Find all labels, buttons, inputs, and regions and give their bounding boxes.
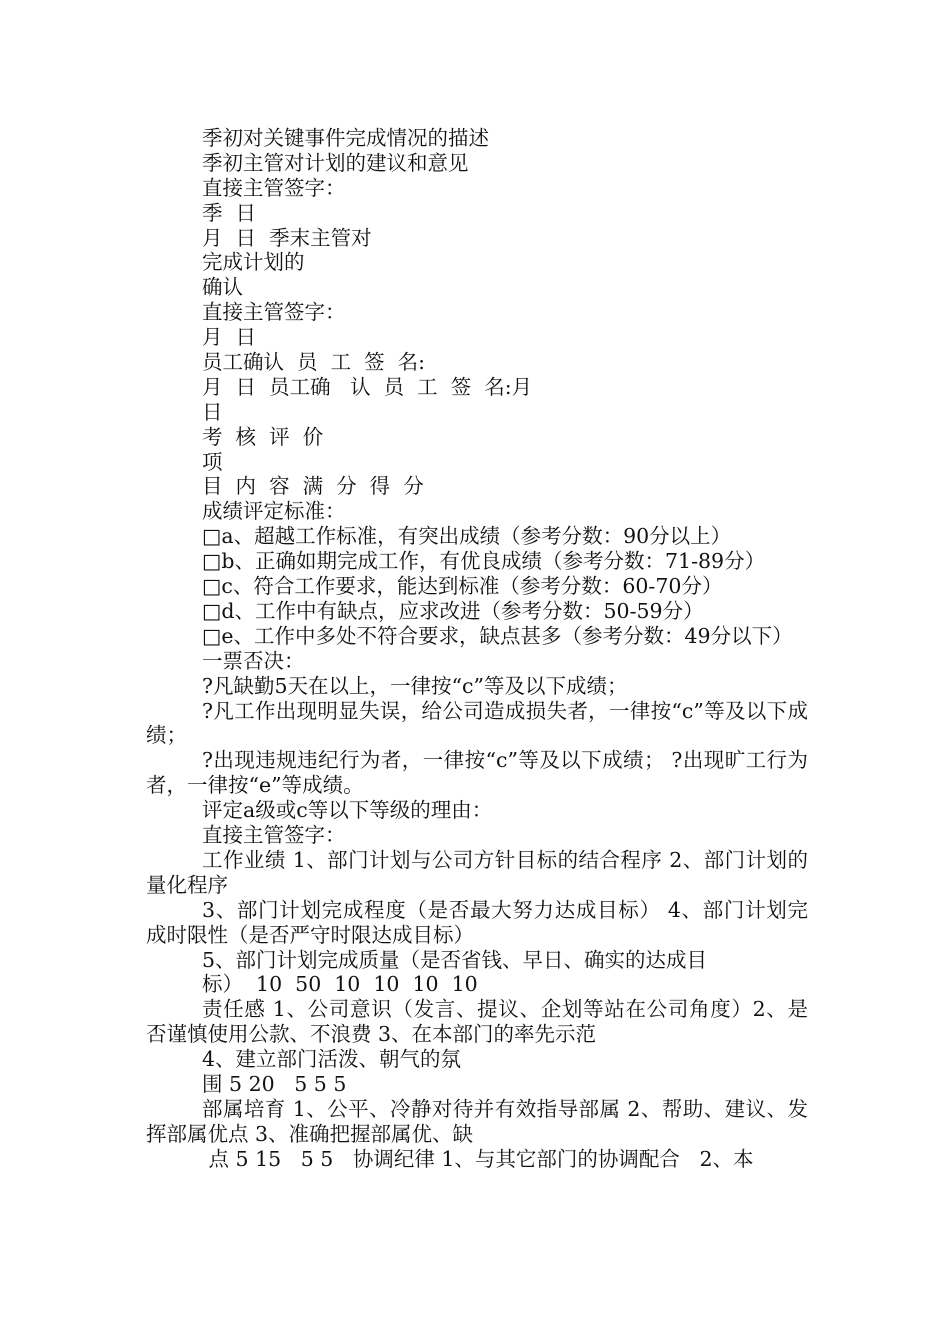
document-line: 目 内 容 满 分 得 分 — [202, 474, 424, 499]
document-line: □b、正确如期完成工作，有优良成绩（参考分数：71-89分） — [202, 549, 766, 574]
document-line: 月 日 员工确 认 员 工 签 名:月 — [202, 374, 533, 399]
document-body — [146, 126, 808, 1172]
document-line: 项 — [202, 449, 223, 474]
document-line: 月 日 — [202, 325, 257, 350]
document-line: 确认 — [202, 275, 243, 300]
document-line: □a、超越工作标准，有突出成绩（参考分数：90分以上） — [202, 524, 732, 549]
document-line: 工作业绩 1、部门计划与公司方针目标的结合程序 2、部门计划的量化程序 — [146, 847, 808, 897]
document-line: 部属培育 1、公平、冷静对待并有效指导部属 2、帮助、建议、发挥部属优点 3、准确把握部属优、缺 — [146, 1096, 808, 1146]
document-line: □c、符合工作要求，能达到标准（参考分数：60-70分） — [202, 574, 723, 599]
document-line: 月 日 季末主管对 — [202, 225, 372, 250]
document-line: □d、工作中有缺点，应求改进（参考分数：50-59分） — [202, 598, 704, 623]
document-line: 直接主管签字： — [202, 823, 346, 848]
document-line: 日 — [202, 399, 223, 424]
document-line: 3、部门计划完成程度（是否最大努力达成目标） 4、部门计划完成时限性（是否严守时限达成目标） — [146, 897, 808, 947]
document-line: 一票否决： — [202, 648, 305, 673]
document-line: □e、工作中多处不符合要求，缺点甚多（参考分数：49分以下） — [202, 623, 793, 648]
document-line: 4、建立部门活泼、朝气的氛 — [202, 1047, 462, 1072]
document-line: 评定a级或c等以下等级的理由： — [202, 798, 493, 823]
document-line: 责任感 1、公司意识（发言、提议、企划等站在公司角度）2、是否谨慎使用公款、不浪费 3、在本部门的率先示范 — [146, 997, 808, 1047]
document-line: 直接主管签字： — [202, 300, 346, 325]
document-line: 点 5 15 5 5 协调纪律 1、与其它部门的协调配合 2、本 — [202, 1146, 754, 1171]
document-line: ?凡缺勤5天在以上，一律按“c”等及以下成绩； — [202, 673, 628, 698]
document-line: 季 日 — [202, 200, 257, 225]
document-line: 完成计划的 — [202, 250, 305, 275]
document-line: 直接主管签字： — [202, 175, 346, 200]
document-line: 成绩评定标准： — [202, 499, 346, 524]
document-line: 标） 10 50 10 10 10 10 — [202, 972, 478, 997]
document-line: ?出现违规违纪行为者，一律按“c”等及以下成绩； ?出现旷工行为者，一律按“e”等成绩。 — [146, 748, 808, 798]
document-line: 季初对关键事件完成情况的描述 — [202, 126, 489, 150]
document-line: 5、部门计划完成质量（是否省钱、早日、确实的达成目 — [202, 947, 708, 972]
document-line: ?凡工作出现明显失误，给公司造成损失者，一律按“c”等及以下成绩； — [146, 698, 808, 748]
document-line: 员工确认 员 工 签 名: — [202, 350, 426, 375]
document-line: 围 5 20 5 5 5 — [202, 1072, 347, 1097]
document-line: 季初主管对计划的建议和意见 — [202, 150, 469, 175]
document-line: 考 核 评 价 — [202, 424, 324, 449]
